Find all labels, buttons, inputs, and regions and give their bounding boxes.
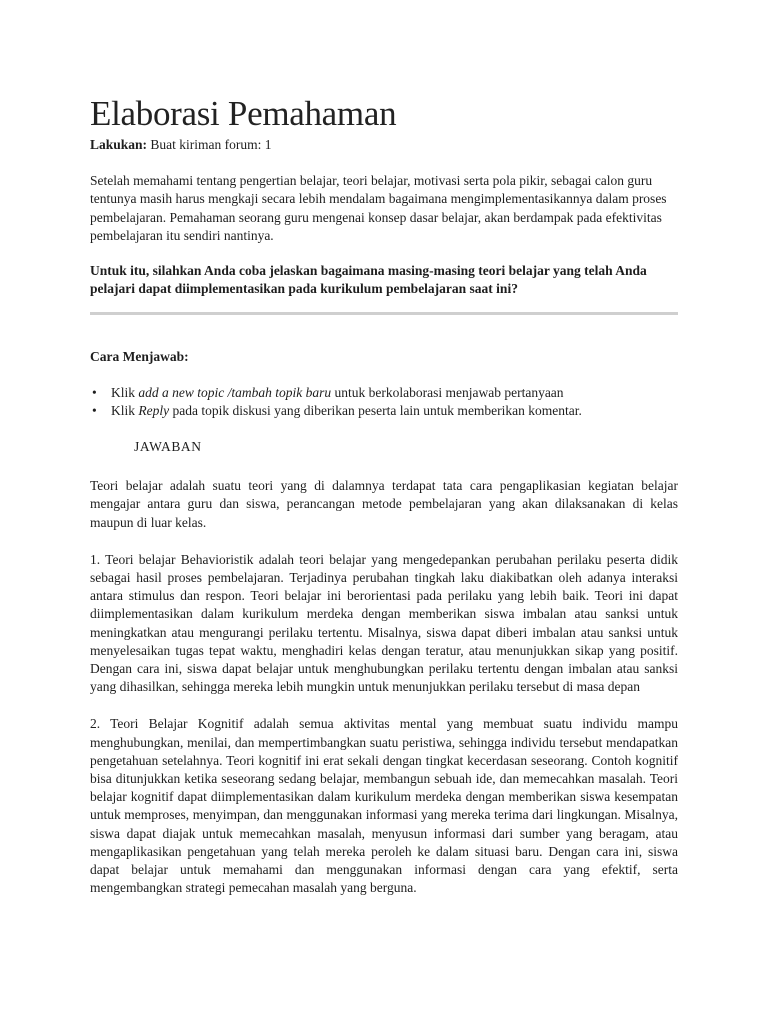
cognitive-paragraph: 2. Teori Belajar Kognitif adalah semua aktivitas mental yang membuat suatu individu mampu menghubungkan, menilai, dan mempertimbangkan suatu peristiwa, sehingga individu tersebut mendapatkan pengetahuan setelahnya. Teori kognitif ini erat sekali dengan tingkat kecerdasan seseorang. Contoh kognitif bisa ditunjukkan ketika seseorang sedang belajar, membangun sebuah ide, dan memecahkan masalah. Teori belajar kognitif dapat diimplementasikan dalam kurikulum merdeka dengan memberikan siswa kesempatan untuk memproses, menyimpan, dan menggunakan informasi yang mereka terima dari lingkungan. Misalnya, siswa dapat diajak untuk memecahkan masalah, menyusun informasi dari sumber yang beragam, atau mengaplikasikan pengetahuan yang telah mereka peroleh ke dalam situasi baru. Dengan cara ini, siswa dapat belajar untuk memahami dan menggunakan informasi dengan cara yang efektif, serta mengembangkan strategi pemecahan masalah yang berguna. (90, 716, 678, 896)
list-item-prefix: Klik (111, 384, 139, 400)
list-item-prefix: Klik (111, 402, 139, 418)
document-page (90, 92, 678, 898)
behaviorist-paragraph: 1. Teori belajar Behavioristik adalah teori belajar yang mengedepankan perubahan perilaku peserta didik sebagai hasil proses pembelajaran. Terjadinya perubahan tingkah laku diakibatkan oleh adanya interaksi antara stimulus dan respon. Teori belajar ini berorientasi pada perilaku yang lebih baik. Teori ini dapat diimplementasikan dalam kurikulum merdeka dengan memberikan siswa imbalan atau sanksi untuk meningkatkan atau mengurangi perilaku tertentu. Misalnya, siswa dapat diberi imbalan atau sanksi untuk menyelesaikan tugas tepat waktu, menghadiri kelas dengan teratur, atau menunjukkan sikap yang positif. Dengan cara ini, siswa dapat belajar untuk menghubungkan perilaku tertentu dengan imbalan atau sanksi yang dihasilkan, sehingga mereka lebih mungkin untuk menunjukkan perilaku tersebut di masa depan (90, 551, 678, 695)
task-label: Lakukan: (90, 137, 148, 152)
definition-paragraph: Teori belajar adalah suatu teori yang di dalamnya terdapat tata cara pengaplikasian kegiatan belajar mengajar antara guru dan siswa, perancangan metode pembelajaran yang akan dilaksanakan di kelas maupun di luar kelas. (90, 478, 678, 530)
list-item (90, 384, 678, 402)
question-paragraph: Untuk itu, silahkan Anda coba jelaskan bagaimana masing-masing teori belajar yang telah Anda pelajari dapat diimplementasikan pada kurikulum pembelajaran saat ini? (90, 263, 647, 297)
task-value: Buat kiriman forum: 1 (147, 137, 272, 152)
task-line (90, 136, 678, 154)
intro-paragraph: Setelah memahami tentang pengertian belajar, teori belajar, motivasi serta pola pikir, sebagai calon guru tentunya masih harus mengkaji secara lebih mendalam bagaimana mengimplementasikannya dalam proses pembelajaran. Pemahaman seorang guru mengenai konsep dasar belajar, akan berdampak pada efektivitas pembelajaran itu sendiri nantinya. (90, 173, 667, 243)
page-title: Elaborasi Pemahaman (90, 94, 397, 133)
instructions-heading: Cara Menjawab: (90, 349, 189, 365)
list-item-suffix: pada topik diskusi yang diberikan peserta lain untuk memberikan komentar. (169, 402, 582, 418)
bullet-icon: • (92, 384, 97, 400)
instructions-list (90, 384, 678, 420)
list-item-suffix: untuk berkolaborasi menjawab pertanyaan (331, 384, 564, 400)
list-item-emphasis: add a new topic /tambah topik baru (138, 384, 332, 400)
list-item-emphasis: Reply (138, 402, 170, 418)
bullet-icon: • (92, 402, 97, 418)
section-divider (90, 312, 678, 315)
answer-heading: JAWABAN (134, 439, 202, 455)
list-item (90, 402, 678, 420)
